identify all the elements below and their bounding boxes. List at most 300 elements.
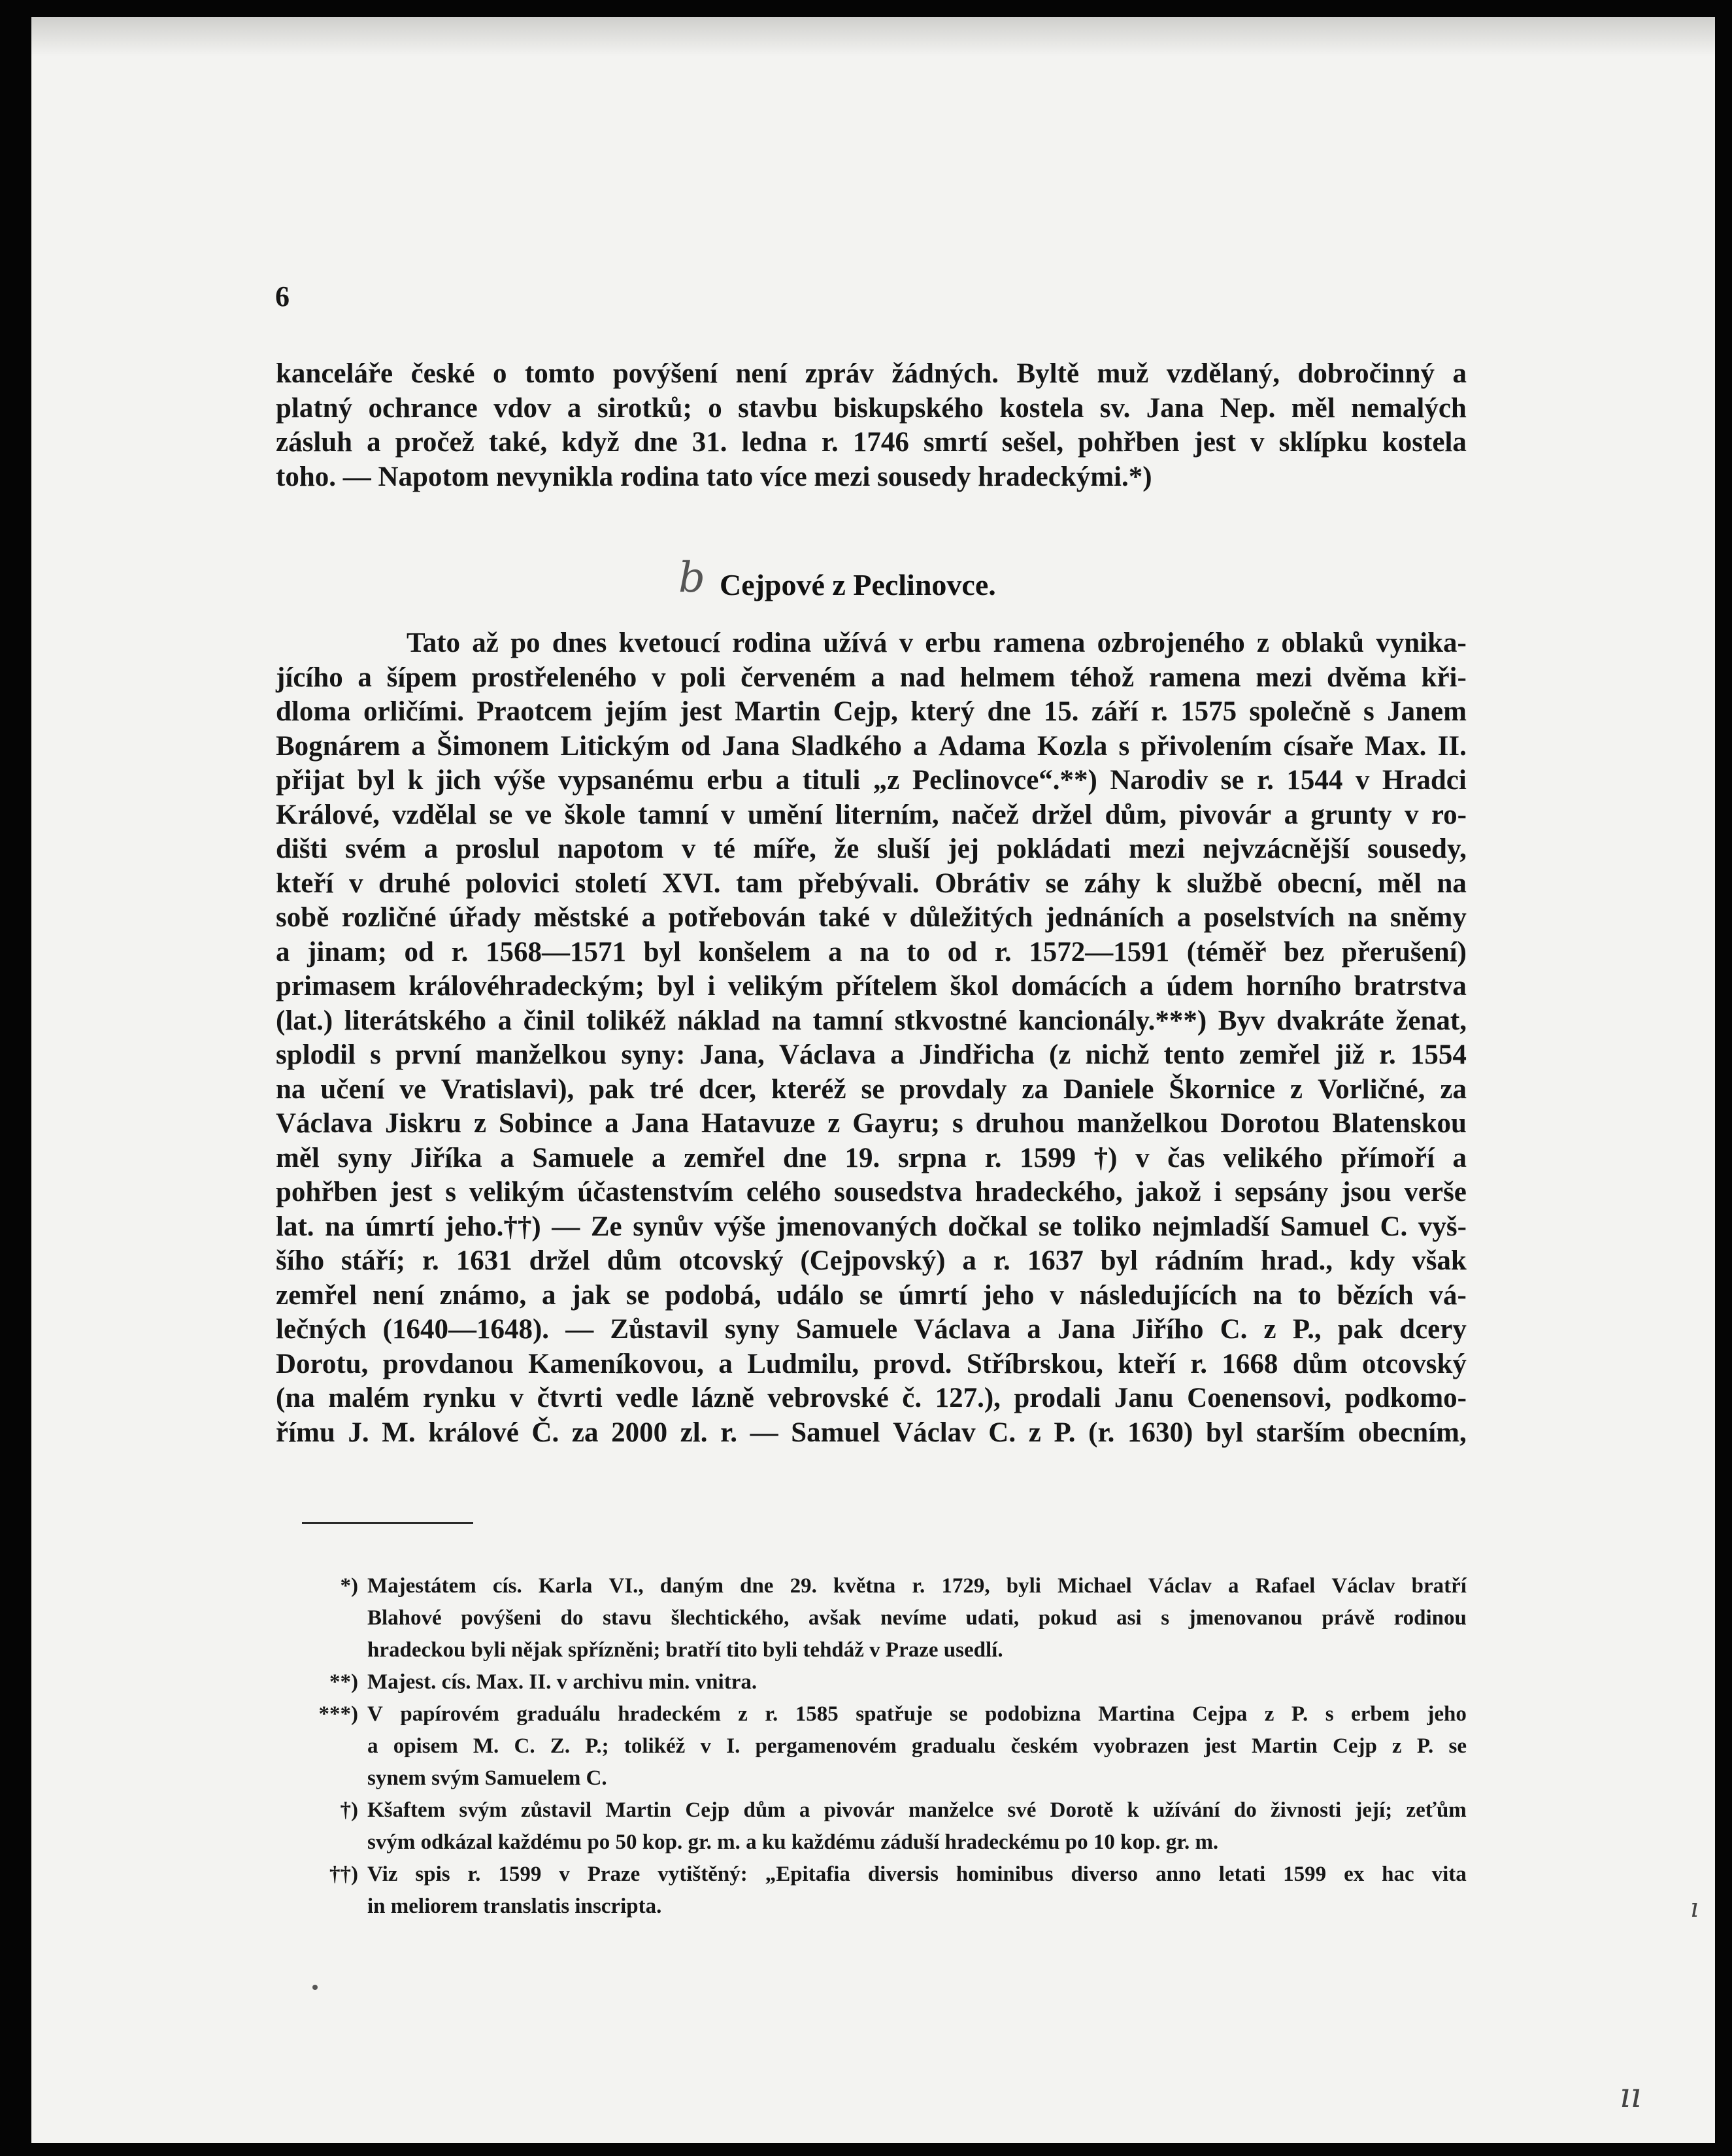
word: vyobrazen xyxy=(1093,1734,1190,1758)
word: jícího xyxy=(276,662,343,693)
word: byl xyxy=(1100,1245,1138,1276)
word: vá- xyxy=(1429,1279,1467,1311)
word: s xyxy=(1363,696,1374,727)
word: velikým xyxy=(469,1177,565,1207)
word: jakož xyxy=(1135,1177,1201,1207)
word: bězích xyxy=(1337,1279,1414,1311)
text-line xyxy=(367,1602,1467,1634)
word: s xyxy=(370,1039,381,1070)
word: 127.), xyxy=(935,1383,1001,1413)
word: rodinou xyxy=(1393,1606,1467,1630)
word: načež xyxy=(952,799,1019,830)
word: pak xyxy=(1337,1314,1384,1345)
word: to xyxy=(907,936,931,968)
word: ramena xyxy=(1148,662,1241,693)
word: kteří xyxy=(1118,1348,1176,1379)
word: české xyxy=(410,358,475,389)
word: jest xyxy=(1193,427,1236,458)
word: hrad., xyxy=(1261,1245,1333,1276)
word: a xyxy=(358,662,372,693)
footnote-mark: *) xyxy=(340,1574,358,1598)
word: Samuele xyxy=(532,1142,634,1173)
word: údem xyxy=(1166,971,1234,1002)
word: 1668 xyxy=(1222,1348,1278,1379)
word: Martin xyxy=(1251,1734,1318,1758)
text-line xyxy=(276,901,1467,935)
word: svém xyxy=(345,834,407,864)
word: ve xyxy=(399,1073,426,1105)
word: dočkal xyxy=(948,1211,1028,1242)
word: Rafael xyxy=(1255,1574,1316,1598)
word: s xyxy=(1325,1702,1334,1726)
word: (na xyxy=(276,1383,315,1413)
word: helmem xyxy=(959,662,1056,693)
word: ženat, xyxy=(1395,1005,1467,1036)
word: 19. xyxy=(844,1142,880,1173)
text-line xyxy=(367,1698,1467,1730)
text-line xyxy=(276,626,1467,661)
word: zemřel xyxy=(684,1142,765,1173)
word: na xyxy=(1347,902,1378,933)
word: na xyxy=(276,1073,306,1105)
word: městské xyxy=(533,902,629,933)
word: není xyxy=(735,358,788,389)
word: činil xyxy=(523,1005,575,1036)
word: proslul xyxy=(456,834,540,864)
word: XVI. xyxy=(661,867,721,899)
word: Dorotou xyxy=(1220,1108,1320,1139)
word: svým xyxy=(459,1798,507,1822)
word: potřebován xyxy=(668,902,806,933)
word: z xyxy=(1392,1734,1402,1758)
word: P. xyxy=(1054,1417,1076,1448)
word: domácích xyxy=(1011,971,1127,1002)
word: jest xyxy=(680,696,722,727)
word: velikým xyxy=(727,971,824,1002)
word: od xyxy=(680,730,711,762)
word: 2000 xyxy=(611,1417,668,1448)
word: sobě xyxy=(276,902,329,933)
word: Vorličné, xyxy=(1317,1073,1425,1105)
word: kostela xyxy=(999,392,1084,424)
word: rozličné xyxy=(341,902,437,933)
word: druhou xyxy=(975,1108,1065,1139)
word: když xyxy=(561,427,620,458)
word: září xyxy=(1091,696,1139,727)
word: pokládati xyxy=(997,834,1111,864)
word: z xyxy=(738,1702,748,1726)
text-line xyxy=(276,1416,1467,1451)
word: avšak xyxy=(808,1606,861,1630)
word: se xyxy=(1038,1211,1062,1242)
text-line xyxy=(276,1073,1467,1107)
word: starším xyxy=(1256,1417,1346,1448)
word: míře, xyxy=(753,834,816,864)
word: tento xyxy=(1163,1039,1225,1070)
footnote-text xyxy=(367,1666,1467,1698)
word: 1544 xyxy=(1286,765,1343,796)
word: r. xyxy=(451,936,469,968)
word: diversis xyxy=(867,1862,939,1886)
text-line xyxy=(276,1141,1467,1176)
text-line xyxy=(367,1827,1467,1859)
word: a xyxy=(890,1039,905,1070)
word: Viz xyxy=(367,1862,398,1886)
word: v xyxy=(509,1383,524,1413)
word: se xyxy=(625,1279,650,1311)
word: č. xyxy=(902,1383,922,1413)
word: Kameníkovou, xyxy=(528,1348,704,1379)
footnote-text xyxy=(367,1698,1467,1794)
word: který xyxy=(910,696,975,727)
word: a xyxy=(718,1348,733,1379)
word: k xyxy=(1127,1798,1139,1822)
word: stkvostné xyxy=(894,1005,1007,1036)
word: Martin xyxy=(735,696,821,727)
word: grunty xyxy=(1310,799,1392,830)
word: kteří xyxy=(276,867,334,899)
word: jmenovaných xyxy=(776,1211,937,1242)
word: Jindřicha xyxy=(918,1039,1035,1070)
word: a xyxy=(500,1142,514,1173)
word: Jiříka xyxy=(410,1142,482,1173)
word: byl xyxy=(657,971,695,1002)
word: lečných xyxy=(276,1314,367,1345)
word: Praze xyxy=(587,1862,641,1886)
scan-speck xyxy=(312,1985,318,1990)
word: syny: xyxy=(621,1039,686,1070)
word: lázně xyxy=(691,1383,754,1413)
word: Ze xyxy=(590,1211,622,1242)
text-line xyxy=(276,661,1467,696)
word: císaře xyxy=(1283,730,1354,762)
word: Hradci xyxy=(1382,765,1467,796)
word: Králové, xyxy=(276,799,380,830)
word: Janu xyxy=(1114,1383,1174,1413)
word: synův xyxy=(633,1211,703,1242)
word: dobročinný xyxy=(1297,358,1435,389)
word: a xyxy=(1139,971,1154,1002)
word: a xyxy=(799,1798,810,1822)
word: 31. xyxy=(691,427,727,458)
word: z xyxy=(1263,1314,1276,1345)
word: Jiskru xyxy=(385,1108,462,1139)
word: r. xyxy=(993,1245,1010,1276)
word: a xyxy=(962,1245,976,1276)
word: Jana xyxy=(722,730,780,762)
word: živnosti xyxy=(1271,1798,1342,1822)
word: horního xyxy=(1246,971,1342,1002)
word: z xyxy=(827,1108,841,1139)
word: jest xyxy=(1204,1734,1237,1758)
word: — xyxy=(552,1211,580,1242)
word: jednáních xyxy=(1045,902,1165,933)
word: v xyxy=(1355,765,1370,796)
word: tré xyxy=(649,1073,684,1105)
word: syny xyxy=(337,1142,393,1173)
word: Janem xyxy=(1387,696,1467,727)
word: sluší xyxy=(876,834,930,864)
word: povýšení xyxy=(612,358,718,389)
word: nejvzácnější xyxy=(1203,834,1350,864)
text-line xyxy=(276,935,1467,970)
line-text: hradeckou byli nějak spřízněni; bratří tito byli tehdáž v Praze usedlí. xyxy=(367,1638,1003,1662)
word: C. xyxy=(1380,1211,1408,1242)
word: smrtí xyxy=(923,427,988,458)
word: králové xyxy=(428,1417,519,1448)
section-title: Cejpové z Peclinovce. xyxy=(719,568,996,601)
word: anno xyxy=(1156,1862,1201,1886)
word: a xyxy=(605,1108,619,1139)
word: 1746 xyxy=(852,427,909,458)
word: a xyxy=(1452,1142,1467,1173)
text-line xyxy=(276,969,1467,1004)
word: r. xyxy=(467,1862,481,1886)
word: na xyxy=(771,1005,802,1036)
intro-paragraph xyxy=(276,357,1467,494)
word: a xyxy=(1027,1314,1041,1345)
word: Ludmilu, xyxy=(747,1348,859,1379)
word: Sobince xyxy=(499,1108,593,1139)
word: Cejpa xyxy=(1191,1702,1248,1726)
word: Jana xyxy=(631,1108,690,1139)
page-top-shadow xyxy=(31,17,1715,56)
word: sepsány xyxy=(1235,1177,1329,1207)
word: jest xyxy=(390,1177,433,1207)
word: P. xyxy=(1416,1734,1434,1758)
word: Dorotu, xyxy=(276,1348,369,1379)
word: službě xyxy=(1186,867,1262,899)
word: a xyxy=(276,936,290,968)
word: kanceláře xyxy=(276,358,393,389)
word: Majestátem xyxy=(367,1574,476,1598)
footnotes xyxy=(276,1570,1467,1923)
word: za xyxy=(1440,1073,1467,1105)
word: pivovár xyxy=(1179,799,1272,830)
word: M. xyxy=(473,1734,499,1758)
corner-pencil-mark: ıı xyxy=(1620,2076,1642,2115)
word: Max. xyxy=(1365,730,1427,762)
word: manželkou xyxy=(1076,1108,1208,1139)
word: dům, xyxy=(1105,799,1167,830)
word: však xyxy=(1412,1245,1467,1276)
word: velikého xyxy=(1223,1142,1323,1173)
word: byl xyxy=(643,936,681,968)
word: následujících xyxy=(1079,1279,1237,1311)
word: také xyxy=(818,902,871,933)
word: o xyxy=(708,392,722,424)
word: se xyxy=(950,1702,968,1726)
text-line xyxy=(276,357,1467,392)
word: 1599 xyxy=(1283,1862,1327,1886)
word: Karla xyxy=(538,1574,593,1598)
footnote-text xyxy=(367,1570,1467,1666)
handwritten-margin-mark: b xyxy=(678,553,705,602)
word: stavbu xyxy=(738,392,818,424)
word: se xyxy=(489,799,513,830)
word: 1599 xyxy=(498,1862,542,1886)
word: Narodiv xyxy=(1110,765,1208,796)
word: Jana xyxy=(1058,1314,1116,1345)
word: 1554 xyxy=(1410,1039,1467,1070)
word: téhož xyxy=(1070,662,1135,693)
word: století xyxy=(575,867,647,899)
word: v xyxy=(559,1862,570,1886)
word: — xyxy=(750,1417,778,1448)
footnote-mark: †) xyxy=(340,1798,358,1822)
word: nevíme xyxy=(880,1606,946,1630)
word: otcovský xyxy=(1361,1348,1467,1379)
word: královéhradeckým; xyxy=(408,971,645,1002)
word: vzdělaný, xyxy=(1166,358,1280,389)
word: římu xyxy=(276,1417,335,1448)
word: měl xyxy=(1378,867,1422,899)
word: dne xyxy=(782,1142,827,1173)
word: není xyxy=(372,1279,424,1311)
word: se xyxy=(859,1279,883,1311)
text-line xyxy=(276,1313,1467,1347)
text-line xyxy=(276,1279,1467,1313)
word: Jana, xyxy=(699,1039,765,1070)
text-line xyxy=(276,1244,1467,1279)
word: Byltě xyxy=(1016,358,1080,389)
word: od xyxy=(404,936,434,968)
word: dišti xyxy=(276,834,327,864)
text-line xyxy=(367,1666,1467,1698)
word: vytištěný: xyxy=(658,1862,748,1886)
word: a xyxy=(828,936,842,968)
word: ve xyxy=(525,799,552,830)
word: na xyxy=(859,936,890,968)
word: a xyxy=(497,1005,512,1036)
word: Martin xyxy=(605,1798,672,1822)
word: vebrovské xyxy=(767,1383,889,1413)
word: 1575 xyxy=(1180,696,1237,727)
line-text: synem svým Samuelem C. xyxy=(367,1766,607,1790)
word: úmrtí xyxy=(898,1279,967,1311)
word: v xyxy=(1135,1142,1150,1173)
word: druhé xyxy=(378,867,450,899)
text-line xyxy=(367,1570,1467,1602)
word: C. xyxy=(1220,1314,1248,1345)
word: I. xyxy=(726,1734,741,1758)
text-line xyxy=(276,730,1467,764)
word: prodali xyxy=(1014,1383,1101,1413)
word: daným xyxy=(659,1574,724,1598)
word: muž xyxy=(1097,358,1149,389)
word: Václav xyxy=(1148,1574,1212,1598)
word: první xyxy=(395,1039,461,1070)
word: Václava xyxy=(276,1108,373,1139)
text-line xyxy=(276,1004,1467,1039)
word: Dorotě xyxy=(1050,1798,1114,1822)
page-number: 6 xyxy=(275,280,290,312)
word: C. xyxy=(514,1734,535,1758)
word: držel xyxy=(1031,799,1093,830)
word: tolikéž xyxy=(624,1734,686,1758)
word: a xyxy=(775,765,790,796)
word: na xyxy=(1437,867,1467,899)
word: Michael xyxy=(1058,1574,1132,1598)
word: mezi xyxy=(1129,834,1185,864)
word: s xyxy=(1118,730,1130,762)
word: právě xyxy=(1322,1606,1375,1630)
word: nichž xyxy=(1085,1039,1150,1070)
word: tituli xyxy=(802,765,861,796)
word: letati xyxy=(1218,1862,1266,1886)
word: rynku xyxy=(422,1383,497,1413)
word: obecní, xyxy=(1277,867,1363,899)
word: dne xyxy=(740,1574,774,1598)
word: mezi xyxy=(1256,662,1312,693)
word: od xyxy=(947,936,978,968)
word: jeho xyxy=(982,1279,1035,1311)
word: kteréž xyxy=(771,1073,846,1105)
word: nemalých xyxy=(1351,392,1467,424)
word: Cejp, xyxy=(833,696,898,727)
word: Šimonem xyxy=(437,730,550,762)
word: toliko xyxy=(1073,1211,1142,1242)
word: zeťům xyxy=(1406,1798,1467,1822)
word: a xyxy=(1452,358,1467,389)
footnote xyxy=(276,1666,1467,1698)
word: vynika- xyxy=(1376,628,1467,658)
word: a xyxy=(567,392,582,424)
word: společně xyxy=(1249,696,1351,727)
word: a xyxy=(652,1142,666,1173)
text-line xyxy=(276,1038,1467,1073)
word: erbu xyxy=(707,765,763,796)
word: s xyxy=(1161,1606,1170,1630)
word: 1637 xyxy=(1027,1245,1084,1276)
word: škole xyxy=(564,799,625,830)
word: se xyxy=(861,1073,885,1105)
word: r. xyxy=(912,1574,925,1598)
word: P. xyxy=(1291,1702,1308,1726)
text-line xyxy=(367,1634,1467,1666)
word: provdaly xyxy=(899,1073,1007,1105)
word: „z xyxy=(873,765,900,796)
word: graduálu xyxy=(516,1702,601,1726)
word: hac xyxy=(1382,1862,1414,1886)
word: prostřeleného xyxy=(471,662,637,693)
word: Stříbrskou, xyxy=(966,1348,1103,1379)
word: (lat.) xyxy=(276,1005,333,1036)
word: (Cejpovský) xyxy=(800,1245,946,1276)
word: v xyxy=(899,628,914,658)
word: přímoří xyxy=(1341,1142,1435,1173)
text-line xyxy=(276,392,1467,426)
word: Gayru; xyxy=(852,1108,941,1139)
word: jinam; xyxy=(307,936,387,968)
footnote-mark: ***) xyxy=(318,1702,358,1726)
footnote-text xyxy=(367,1794,1467,1859)
word: přijat xyxy=(276,765,345,796)
word: pohřben xyxy=(1078,427,1180,458)
line-text: in meliorem translatis inscripta. xyxy=(367,1895,662,1918)
word: bez xyxy=(1284,936,1325,968)
word: po xyxy=(510,628,541,658)
line-text: toho. — Napotom nevynikla rodina tato více mezi sousedy hradeckými.*) xyxy=(276,461,1152,492)
word: a xyxy=(641,902,656,933)
word: užívá xyxy=(823,628,888,658)
word: Václav xyxy=(893,1417,976,1448)
word: šípem xyxy=(386,662,458,693)
word: také, xyxy=(488,427,548,458)
word: v xyxy=(1404,799,1419,830)
word: napotom xyxy=(557,834,664,864)
footnote xyxy=(276,1794,1467,1859)
